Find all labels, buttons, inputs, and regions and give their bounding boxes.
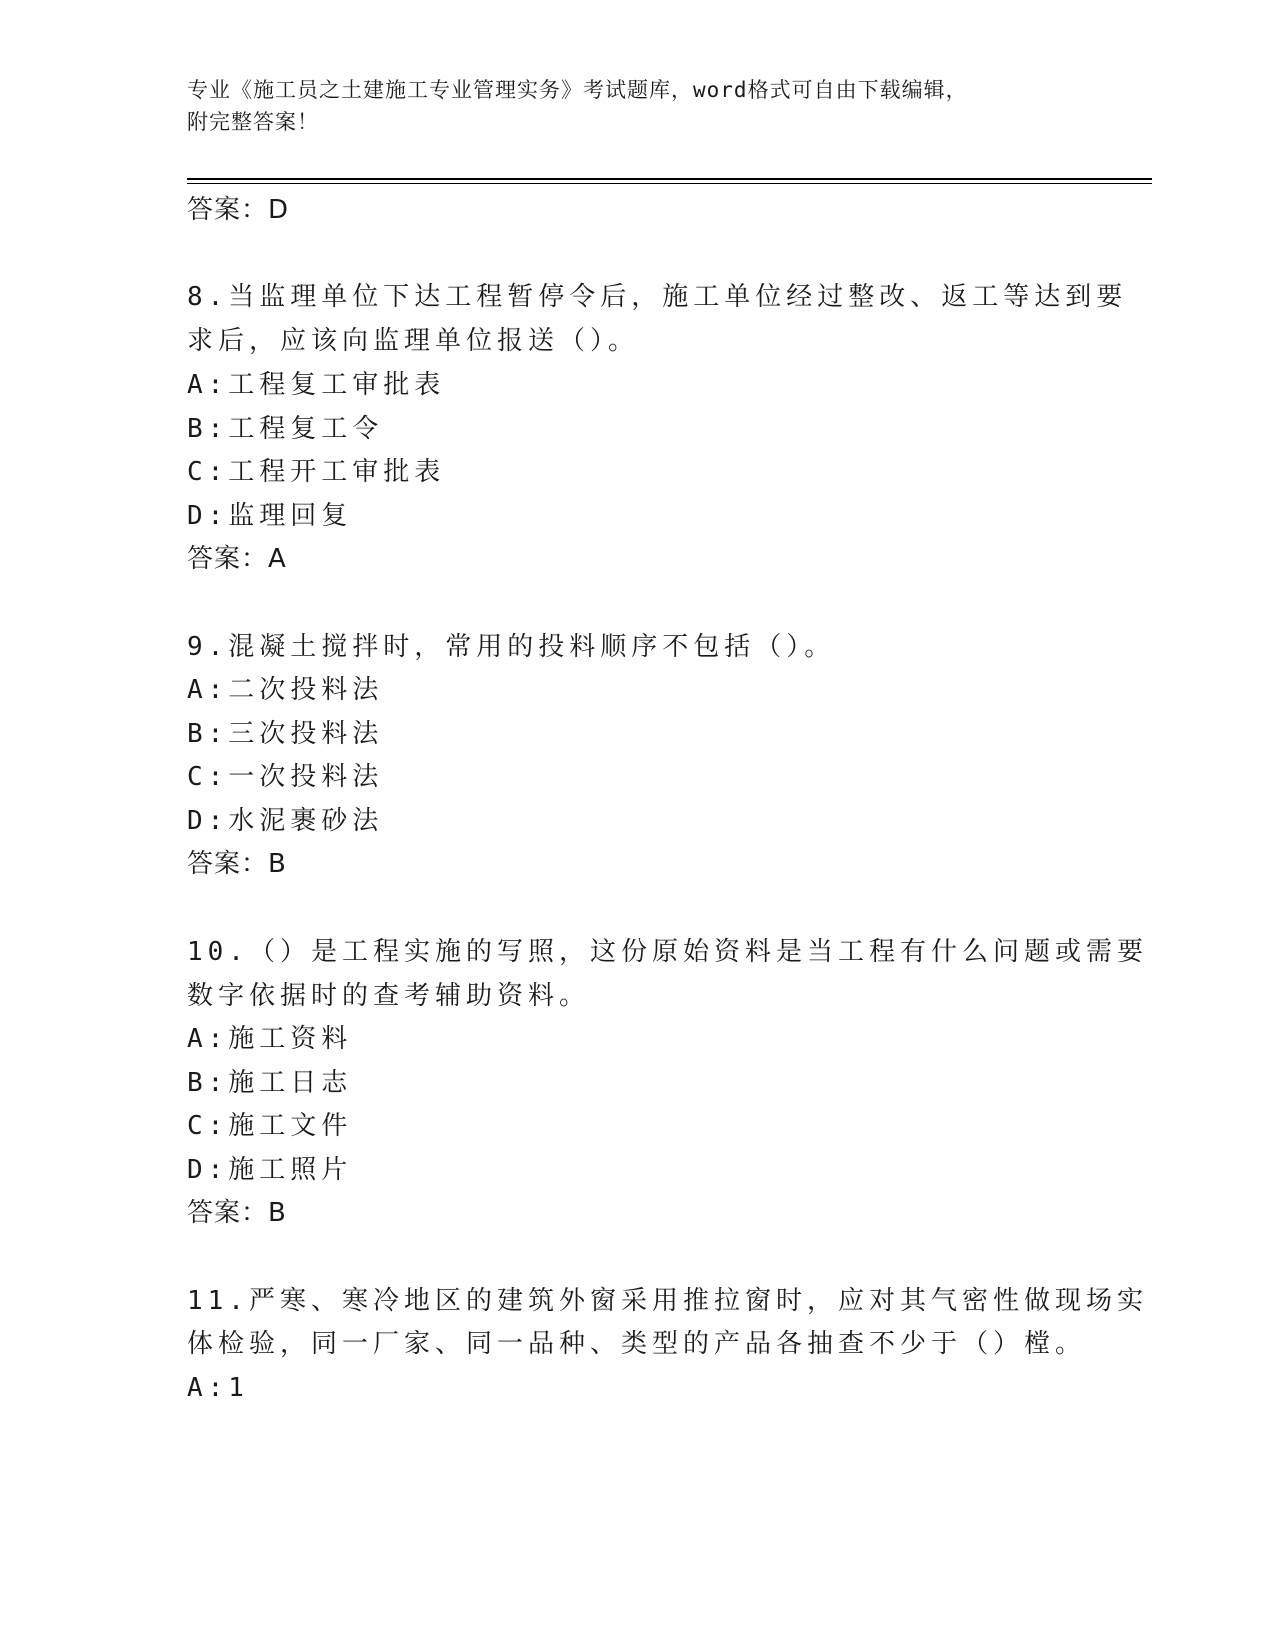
question-9-stem-line-1: 9.混凝土搅拌时，常用的投料顺序不包括（）。 bbox=[187, 632, 836, 662]
question-8-option-d: D:监理回复 bbox=[187, 501, 353, 531]
question-8-stem-line-1: 8.当监理单位下达工程暂停令后，施工单位经过整改、返工等达到要 bbox=[187, 282, 1128, 312]
header-line-1: 专业《施工员之土建施工专业管理实务》考试题库，word格式可自由下载编辑， bbox=[187, 78, 968, 102]
question-11-stem-line-2: 体检验，同一厂家、同一品种、类型的产品各抽查不少于（）樘。 bbox=[187, 1329, 1087, 1359]
question-11-option-a: A:1 bbox=[187, 1373, 249, 1403]
document-header bbox=[187, 74, 1067, 138]
question-11-stem-line-1: 11.严寒、寒冷地区的建筑外窗采用推拉窗时，应对其气密性做现场实 bbox=[187, 1286, 1148, 1316]
question-9-option-c: C:一次投料法 bbox=[187, 762, 384, 792]
header-line-2: 附完整答案！ bbox=[187, 110, 319, 134]
question-10-stem-line-1: 10.（）是工程实施的写照，这份原始资料是当工程有什么问题或需要 bbox=[187, 937, 1148, 967]
question-9-option-a: A:二次投料法 bbox=[187, 675, 384, 705]
header-divider-thick bbox=[187, 178, 1152, 180]
question-9-answer: 答案：B bbox=[187, 849, 287, 879]
question-8-answer: 答案：A bbox=[187, 544, 287, 574]
question-8-option-b: B:工程复工令 bbox=[187, 414, 384, 444]
question-10-answer: 答案：B bbox=[187, 1198, 287, 1228]
question-8-stem-line-2: 求后，应该向监理单位报送（）。 bbox=[187, 326, 640, 356]
previous-answer: 答案：D bbox=[187, 195, 290, 225]
question-8-option-a: A:工程复工审批表 bbox=[187, 370, 446, 400]
question-10-option-d: D:施工照片 bbox=[187, 1155, 353, 1185]
question-10-option-b: B:施工日志 bbox=[187, 1068, 353, 1098]
question-8-option-c: C:工程开工审批表 bbox=[187, 457, 446, 487]
question-10-option-a: A:施工资料 bbox=[187, 1024, 353, 1054]
question-9-option-d: D:水泥裹砂法 bbox=[187, 806, 384, 836]
question-9-option-b: B:三次投料法 bbox=[187, 719, 384, 749]
header-divider-thin bbox=[187, 183, 1152, 184]
question-10-option-c: C:施工文件 bbox=[187, 1111, 353, 1141]
question-10-stem-line-2: 数字依据时的查考辅助资料。 bbox=[187, 981, 591, 1011]
